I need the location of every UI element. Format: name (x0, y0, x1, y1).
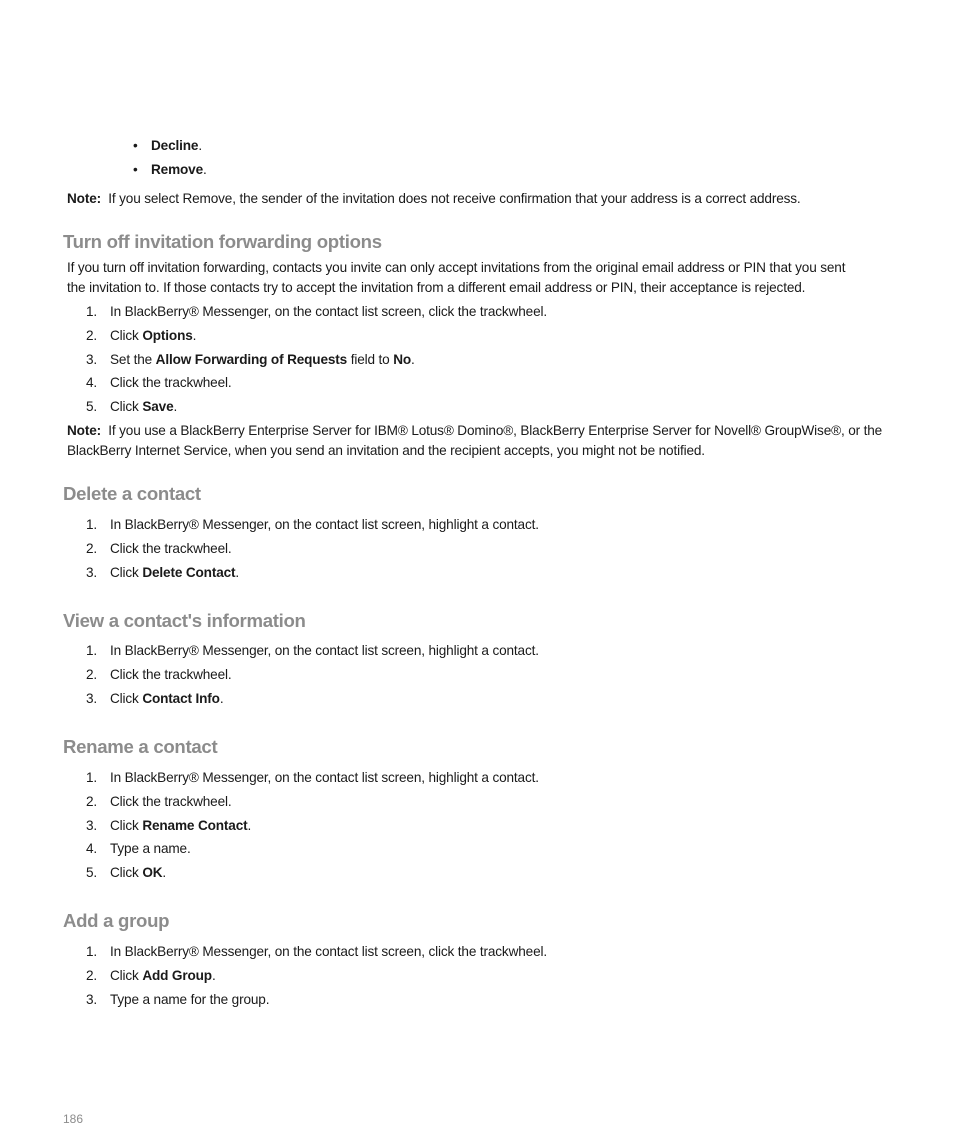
step-text-part: In BlackBerry® Messenger, on the contact list screen, highlight a contact. (110, 643, 539, 658)
step-text-part: Click (110, 691, 143, 706)
paragraph-line: the invitation to. If those contacts try to accept the invitation from a different email address or PIN, their acceptance is rejected. (67, 280, 806, 295)
step-bold: Options (142, 328, 193, 343)
heading-view-contact-info: View a contact's information (63, 610, 306, 631)
step-bold: Add Group (142, 968, 212, 983)
paragraph-line: If you turn off invitation forwarding, contacts you invite can only accept invitations from the original email address or PIN that you sent (67, 260, 846, 275)
step-bold: No (393, 352, 412, 367)
step-text (110, 350, 415, 370)
step-number: 4. (86, 375, 98, 390)
step-text (110, 539, 232, 559)
step-text-part: Click (110, 399, 143, 414)
step-text-part: Type a name for the group. (110, 992, 270, 1007)
note-remove (67, 189, 801, 209)
step-number: 3. (86, 565, 98, 580)
heading-add-group: Add a group (63, 910, 170, 931)
step-text-part: Click the trackwheel. (110, 541, 232, 556)
step-text (110, 990, 269, 1010)
bullet-bold: Decline (151, 138, 199, 153)
step-item (0, 539, 954, 559)
note-label: Note: (67, 423, 101, 438)
step-number: 3. (86, 691, 98, 706)
step-tail: . (247, 818, 252, 833)
step-text (110, 768, 539, 788)
bullet-item-remove (133, 160, 207, 180)
step-item (0, 816, 954, 836)
step-item (0, 839, 954, 859)
step-item (0, 515, 954, 535)
heading-rename-contact: Rename a contact (63, 736, 218, 757)
bullet-tail: . (198, 138, 202, 153)
step-text-part: Click the trackwheel. (110, 375, 232, 390)
step-item (0, 350, 954, 370)
step-tail: . (219, 691, 224, 706)
step-bold: Save (142, 399, 174, 414)
step-tail: . (162, 865, 167, 880)
bullet-bold: Remove (151, 162, 203, 177)
step-tail: . (411, 352, 415, 367)
step-tail: . (211, 968, 216, 983)
bullet-dot: • (133, 138, 138, 153)
step-item (0, 863, 954, 883)
step-number: 1. (86, 304, 98, 319)
step-number: 1. (86, 770, 98, 785)
step-text (110, 689, 223, 709)
step-text-part: Type a name. (110, 841, 191, 856)
step-text-part: In BlackBerry® Messenger, on the contact list screen, highlight a contact. (110, 770, 539, 785)
step-text (110, 373, 232, 393)
step-text-part: Click (110, 968, 143, 983)
step-number: 3. (86, 352, 98, 367)
step-text-part: In BlackBerry® Messenger, on the contact list screen, highlight a contact. (110, 517, 539, 532)
step-item (0, 373, 954, 393)
step-text (110, 326, 196, 346)
step-text (110, 942, 547, 962)
step-number: 3. (86, 818, 98, 833)
step-text (110, 302, 547, 322)
step-bold: Contact Info (142, 691, 220, 706)
step-text (110, 863, 166, 883)
step-text (110, 792, 232, 812)
step-text-part: Set the (110, 352, 156, 367)
step-bold: Allow Forwarding of Requests (155, 352, 348, 367)
step-item (0, 563, 954, 583)
step-item (0, 990, 954, 1010)
step-text-part: Click (110, 328, 143, 343)
heading-delete-contact: Delete a contact (63, 483, 201, 504)
step-text (110, 563, 239, 583)
step-item (0, 966, 954, 986)
step-number: 1. (86, 643, 98, 658)
step-number: 2. (86, 328, 98, 343)
step-tail: . (192, 328, 197, 343)
step-text (110, 839, 191, 859)
note-text: If you use a BlackBerry Enterprise Server for IBM® Lotus® Domino®, BlackBerry Enterprise Server for Novell® GroupWise®, or the (108, 423, 883, 438)
bullet-tail: . (203, 162, 207, 177)
step-text (110, 966, 216, 986)
step-text-part: Click (110, 818, 143, 833)
step-number: 3. (86, 992, 98, 1007)
step-item (0, 792, 954, 812)
step-bold: Rename Contact (142, 818, 248, 833)
step-text-part: Click (110, 565, 143, 580)
step-text (110, 641, 539, 661)
step-text-part: In BlackBerry® Messenger, on the contact list screen, click the trackwheel. (110, 944, 547, 959)
page-number: 186 (63, 1112, 84, 1126)
step-text-part: Click the trackwheel. (110, 667, 232, 682)
step-number: 5. (86, 865, 98, 880)
note-label: Note: (67, 191, 101, 206)
step-text (110, 665, 232, 685)
step-text-part: field to (347, 352, 394, 367)
step-text (110, 816, 251, 836)
step-number: 1. (86, 944, 98, 959)
step-item (0, 302, 954, 322)
step-number: 4. (86, 841, 98, 856)
step-number: 2. (86, 667, 98, 682)
step-number: 5. (86, 399, 98, 414)
step-number: 2. (86, 541, 98, 556)
bullet-item-decline (133, 136, 202, 156)
bullet-dot: • (133, 162, 138, 177)
step-item (0, 665, 954, 685)
step-number: 2. (86, 794, 98, 809)
step-text-part: Click (110, 865, 143, 880)
note-text-line: BlackBerry Internet Service, when you send an invitation and the recipient accepts, you might not be notified. (67, 443, 705, 458)
step-bold: OK (142, 865, 163, 880)
heading-turn-off-forwarding: Turn off invitation forwarding options (63, 231, 382, 252)
step-tail: . (235, 565, 240, 580)
step-item (0, 689, 954, 709)
step-bold: Delete Contact (142, 565, 236, 580)
step-item (0, 768, 954, 788)
step-item (0, 397, 954, 417)
step-text-part: Click the trackwheel. (110, 794, 232, 809)
step-item (0, 641, 954, 661)
step-item (0, 326, 954, 346)
step-tail: . (173, 399, 178, 414)
step-text (110, 515, 539, 535)
step-item (0, 942, 954, 962)
step-text-part: In BlackBerry® Messenger, on the contact list screen, click the trackwheel. (110, 304, 547, 319)
note-enterprise-server (67, 421, 882, 441)
step-number: 2. (86, 968, 98, 983)
step-text (110, 397, 177, 417)
note-text: If you select Remove, the sender of the invitation does not receive confirmation that your address is a correct address. (108, 191, 801, 206)
step-number: 1. (86, 517, 98, 532)
